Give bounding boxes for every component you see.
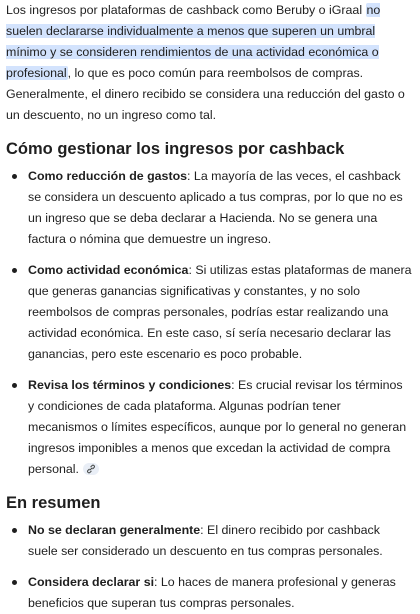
list-item: [6, 572, 412, 614]
list-item-term: Revisa los términos y condiciones: [28, 378, 232, 392]
section-heading-gestionar: Cómo gestionar los ingresos por cashback: [6, 140, 345, 158]
list-item: [6, 520, 412, 562]
list-item-text: : La mayoría de las veces, el cashback se considera un descuento aplicado a tus compras, por lo que no es un ingreso que se deba declarar a Hacienda. No se genera una factura o nómina que demuestre un ingreso.: [28, 169, 403, 246]
list-item: [6, 166, 412, 250]
list-item-term: Como reducción de gastos: [28, 169, 188, 183]
list-item-term: Considera declarar si: [28, 575, 155, 589]
link-icon[interactable]: [83, 463, 99, 475]
intro-paragraph: [6, 0, 412, 126]
list-item-text: : Lo haces de manera profesional y generas beneficios que superan tus compras personales.: [28, 575, 396, 610]
list-item-text: : Si utilizas estas plataformas de manera que generas ganancias significativas y constantes, y no solo reembolsos de compras personales, podrías estar realizando una actividad económica. En este caso, sí sería necesario declarar las ganancias, pero este escenario es poco probable.: [28, 263, 412, 361]
bullet-icon: [12, 580, 17, 585]
intro-highlight[interactable]: no suelen declararse individualmente a menos que superen un umbral mínimo y se consideren rendimientos de una actividad económica o profesional: [6, 3, 381, 80]
list-item: [6, 260, 412, 365]
section-heading-resumen: En resumen: [6, 494, 101, 512]
list-item-text: : El dinero recibido por cashback suele ser considerado un descuento en tus compras personales.: [28, 523, 383, 558]
list-item: [6, 375, 412, 480]
list-gestionar: [6, 166, 412, 480]
list-item-text: : Es crucial revisar los términos y condiciones de cada plataforma. Algunas podrían tener mecanismos o límites específicos, aunque por lo general no generan ingresos imponibles a menos que excedan la actividad de compra personal.: [28, 378, 407, 476]
bullet-icon: [12, 268, 17, 273]
intro-text: Los ingresos por plataformas de cashback como Beruby o iGraal: [6, 3, 366, 17]
list-item-term: No se declaran generalmente: [28, 523, 201, 537]
bullet-icon: [12, 383, 17, 388]
bullet-icon: [12, 528, 17, 533]
intro-text-end: , lo que es poco común para reembolsos de compras. Generalmente, el dinero recibido se considera una reducción del gasto o un descuento, no un ingreso como tal.: [6, 66, 405, 122]
bullet-icon: [12, 174, 17, 179]
list-item-term: Como actividad económica: [28, 263, 189, 277]
list-resumen: [6, 520, 412, 614]
